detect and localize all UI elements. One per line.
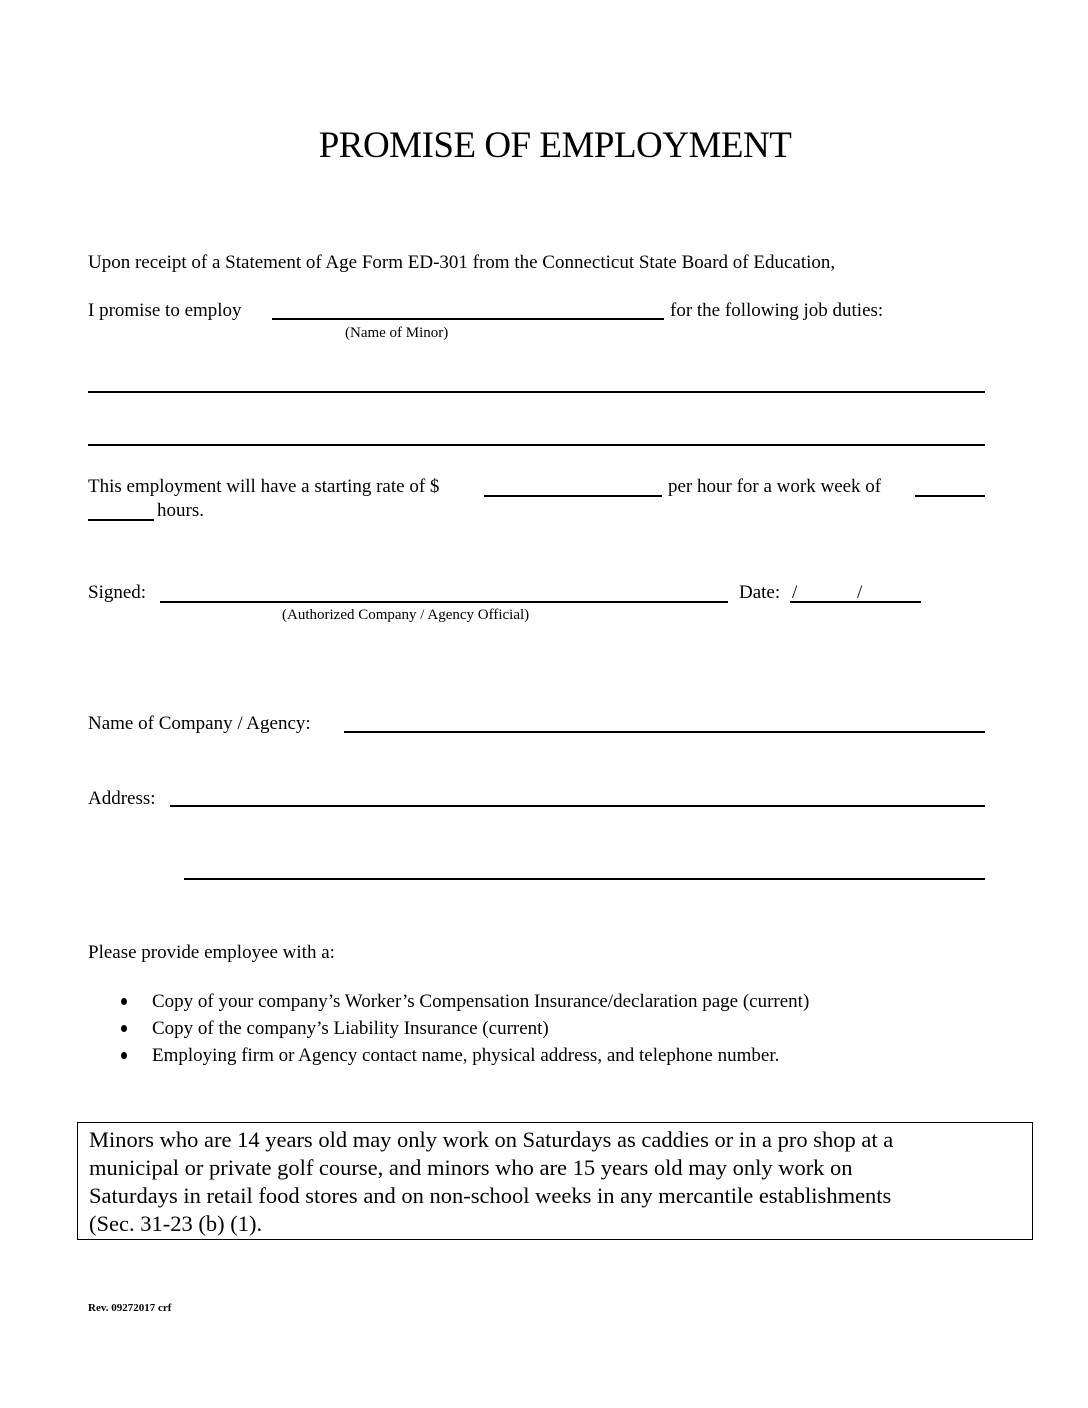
address-field-1[interactable] — [170, 805, 985, 807]
notice-line: municipal or private golf course, and minors who are 15 years old may only work on — [89, 1155, 853, 1180]
notice-box — [77, 1122, 1033, 1240]
notice-line: Minors who are 14 years old may only work on Saturdays as caddies or in a pro shop at a — [89, 1127, 894, 1152]
bullet-icon — [121, 998, 127, 1005]
date-separator-1: / — [792, 582, 798, 603]
rate-suffix: hours. — [157, 500, 204, 521]
list-item-text: Copy of your company’s Worker’s Compensation Insurance/declaration page (current) — [152, 991, 810, 1012]
promise-suffix: for the following job duties: — [670, 300, 884, 321]
page-title: PROMISE OF EMPLOYMENT — [318, 125, 792, 166]
list-item-text: Copy of the company’s Liability Insurance (current) — [152, 1018, 549, 1039]
minor-name-caption: (Name of Minor) — [345, 325, 449, 341]
provide-heading: Please provide employee with a: — [88, 942, 335, 963]
notice-line: (Sec. 31-23 (b) (1). — [89, 1211, 263, 1236]
rate-prefix: This employment will have a starting rate of $ — [88, 476, 440, 497]
hourly-rate-field[interactable] — [484, 495, 662, 497]
work-week-field-part2[interactable] — [88, 519, 154, 521]
address-label: Address: — [88, 788, 156, 809]
job-duties-field-1[interactable] — [88, 391, 985, 393]
revision-note: Rev. 09272017 crf — [88, 1302, 172, 1314]
job-duties-field-2[interactable] — [88, 444, 985, 446]
rate-middle: per hour for a work week of — [668, 476, 882, 497]
notice-line: Saturdays in retail food stores and on non-school weeks in any mercantile establishments — [89, 1183, 892, 1208]
list-item-text: Employing firm or Agency contact name, physical address, and telephone number. — [152, 1045, 780, 1066]
address-field-2[interactable] — [184, 878, 985, 880]
signature-caption: (Authorized Company / Agency Official) — [282, 607, 530, 623]
company-name-field[interactable] — [344, 731, 985, 733]
bullet-icon — [121, 1052, 127, 1059]
signed-label: Signed: — [88, 582, 147, 603]
bullet-icon — [121, 1025, 127, 1032]
work-week-field-part1[interactable] — [915, 495, 985, 497]
promise-prefix: I promise to employ — [88, 300, 242, 321]
minor-name-field[interactable] — [272, 318, 664, 320]
date-label: Date: — [739, 582, 781, 603]
date-field[interactable] — [790, 601, 921, 603]
date-separator-2: / — [857, 582, 863, 603]
signature-field[interactable] — [160, 601, 728, 603]
intro-text: Upon receipt of a Statement of Age Form ED-301 from the Connecticut State Board of Education, — [88, 252, 836, 273]
company-label: Name of Company / Agency: — [88, 713, 311, 734]
